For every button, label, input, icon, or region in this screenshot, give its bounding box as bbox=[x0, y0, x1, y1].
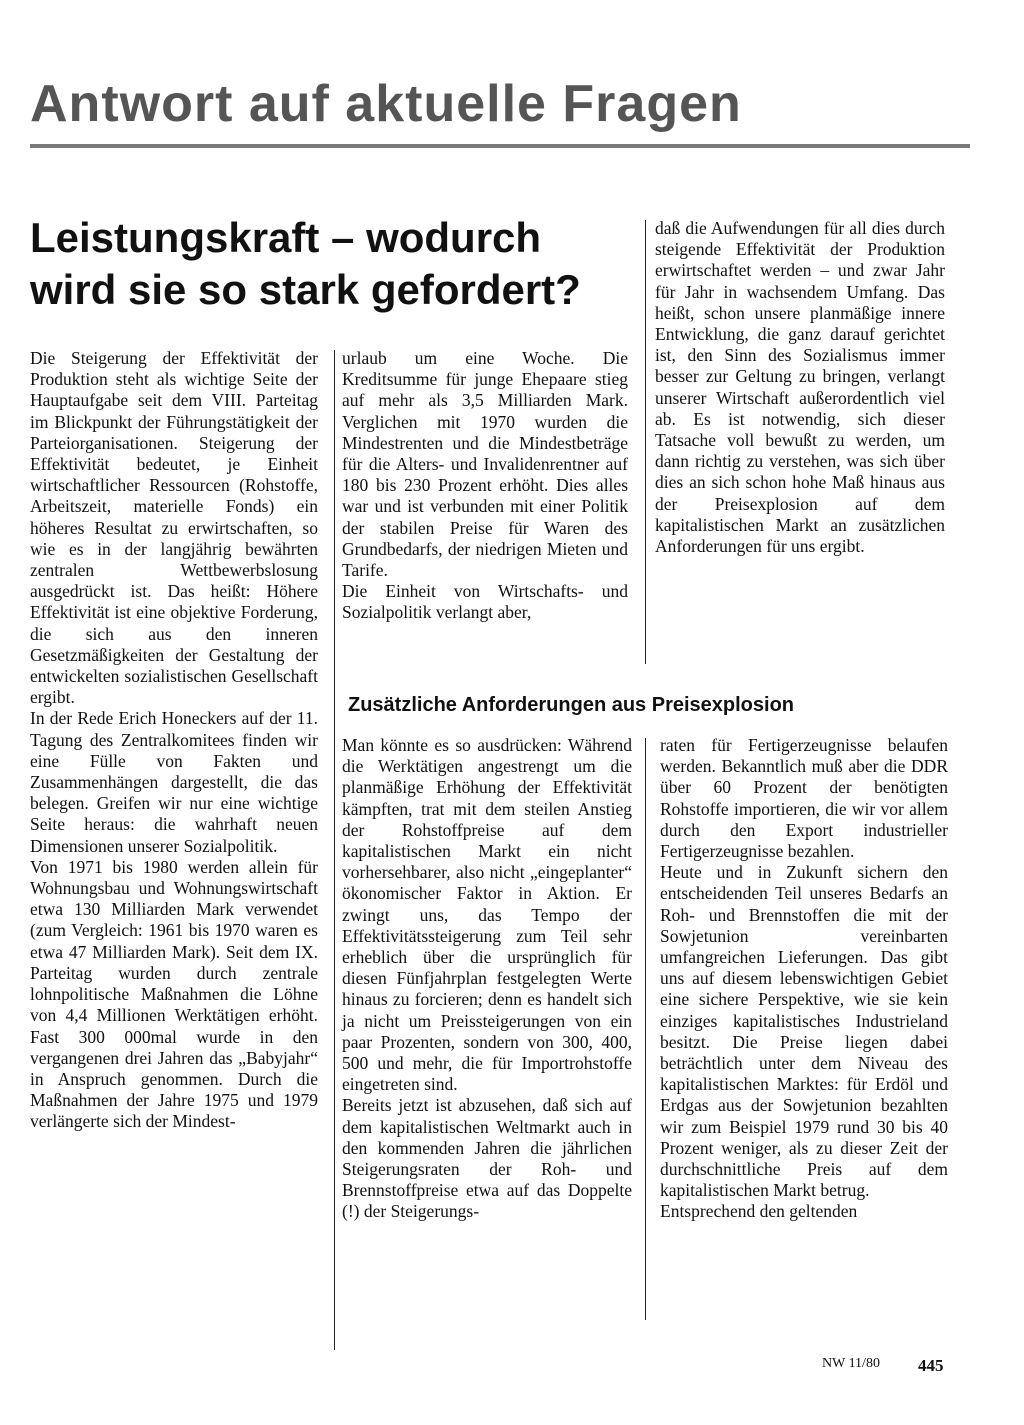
column-rule bbox=[334, 350, 335, 1350]
issue-label: NW 11/80 bbox=[822, 1356, 880, 1371]
paragraph: Entsprechend den geltenden bbox=[660, 1201, 858, 1222]
column-3 bbox=[655, 218, 945, 557]
paragraph: Die Steigerung der Effektivität der Produktion steht als wichtige Seite der Hauptaufgabe seit dem VIII. Parteitag im Blickpunkt der Führungstätigkeit der Parteiorganisationen. Steigerung der Effektivität bedeutet, je Einheit wirtschaftlicher Ressourcen (Rohstoffe, Arbeitszeit, materielle Fonds) ein höheres Resultat zu erwirtschaften, so wie es in der langjährig bewährten zentralen Wettbewerbslosung ausgedrückt ist. Das heißt: Höhere Effektivität ist eine objektive Forderung, die sich aus den inneren Gesetzmäßigkeiten der Gestaltung der entwickelten sozialistischen Gesellschaft ergibt. bbox=[30, 348, 318, 708]
paragraph: Man könnte es so ausdrücken: Während die Werktätigen angestrengt um die planmäßige Erhöhung der Effektivität kämpften, trat mit dem steilen Anstieg der Rohstoffpreise auf dem kapitalistischen Markt ein nicht vorhersehbarer, also nicht „eingeplanter“ ökonomischer Faktor in Aktion. Er zwingt uns, das Tempo der Effektivitätssteigerung zum Teil sehr erheblich über die ursprünglich für diesen Fünfjahrplan festgelegten Werte hinaus zu forcieren; denn es handelt sich ja nicht um Preissteigerungen von ein paar Prozenten, sondern von 300, 400, 500 und mehr, die für Importrohstoffe eingetreten sind. bbox=[342, 735, 632, 1095]
column-5 bbox=[660, 735, 948, 1223]
kicker-rule bbox=[30, 144, 970, 148]
article-headline bbox=[30, 212, 640, 316]
paragraph: Von 1971 bis 1980 werden allein für Wohnungsbau und Wohnungswirtschaft etwa 130 Milliarden Mark verwendet (zum Vergleich: 1961 bis 1970 waren es etwa 47 Milliarden Mark). Seit dem IX. Parteitag wurden durch zentrale lohnpolitische Maßnahmen die Löhne von 4,4 Millionen Werktätigen erhöht. Fast 300 000mal wurde in den vergangenen drei Jahren das „Babyjahr“ in Anspruch genommen. Durch die Maßnahmen der Jahre 1975 und 1979 verlängerte sich der Mindest- bbox=[30, 856, 318, 1132]
paragraph: daß die Aufwendungen für all dies durch steigende Effektivität der Produktion erwirtschaftet werden – und zwar Jahr für Jahr in wachsendem Umfang. Das heißt, schon unsere planmäßige innere Entwicklung, die ganz darauf gerichtet ist, den Sinn des Sozialismus immer besser zur Geltung zu bringen, verlangt unserer Wirtschaft außerordentlich viel ab. Es ist notwendig, sich dieser Tatsache voll bewußt zu werden, um dann richtig zu verstehen, was sich über dies an sich schon hohe Maß hinaus aus der Preisexplosion auf dem kapitalistischen Markt an zusätzlichen Anforderungen für uns ergibt. bbox=[655, 218, 945, 557]
paragraph: Die Einheit von Wirtschafts- und Sozialpolitik verlangt aber, bbox=[342, 581, 628, 623]
paragraph: Bereits jetzt ist abzusehen, daß sich auf dem kapitalistischen Weltmarkt auch in den kommenden Jahren die jährlichen Steigerungsraten der Roh- und Brennstoffpreise etwa auf das Doppelte (!) der Steigerungs- bbox=[342, 1095, 632, 1222]
paragraph: urlaub um eine Woche. Die Kreditsumme für junge Ehepaare stieg auf mehr als 3,5 Milliarden Mark. Verglichen mit 1970 wurden die Mindestrenten und die Mindestbeträge für die Alters- und Invalidenrentner auf 180 bis 230 Prozent erhöht. Dies alles war und ist verbunden mit einer Politik der stabilen Preise für Waren des Grundbedarfs, der niedrigen Mieten und Tarife. bbox=[342, 348, 628, 581]
page-number: 445 bbox=[918, 1356, 944, 1375]
column-4 bbox=[342, 735, 632, 1223]
headline-line-1: Leistungskraft – wodurch bbox=[30, 214, 542, 261]
section-kicker: Antwort auf aktuelle Fragen bbox=[30, 75, 742, 133]
paragraph: Heute und in Zukunft sichern den entscheidenden Teil unseres Bedarfs an Roh- und Brennstoffen die mit der Sowjetunion vereinbarten umfangreichen Lieferungen. Das gibt uns auf diesem lebenswichtigen Gebiet eine sichere Perspektive, wie sie kein einziges kapitalistisches Industrieland besitzt. Die Preise liegen dabei beträchtlich unter dem Niveau des kapitalistischen Marktes: für Erdöl und Erdgas aus der Sowjetunion bezahlten wir zum Beispiel 1979 rund 30 bis 40 Prozent weniger, als zu dieser Zeit der durchschnittliche Preis auf dem kapitalistischen Markt betrug. bbox=[660, 862, 948, 1201]
paragraph: raten für Fertigerzeugnisse belaufen werden. Bekanntlich muß aber die DDR über 60 Prozent der benötigten Rohstoffe importieren, die wir vor allem durch den Export industrieller Fertigerzeugnisse bezahlen. bbox=[660, 735, 948, 862]
section-subheading: Zusätzliche Anforderungen aus Preisexplosion bbox=[348, 694, 795, 716]
column-rule bbox=[645, 220, 646, 664]
column-2 bbox=[342, 348, 628, 624]
column-rule bbox=[645, 738, 646, 1320]
paragraph: In der Rede Erich Honeckers auf der 11. Tagung des Zentralkomitees finden wir eine Fülle von Fakten und Zusammenhängen dargestellt, die das belegen. Greifen wir nur eine wichtige Seite heraus: die wahrhaft neuen Dimensionen unserer Sozialpolitik. bbox=[30, 708, 318, 856]
headline-line-2: wird sie so stark gefordert? bbox=[30, 266, 581, 313]
column-1 bbox=[30, 348, 318, 1133]
